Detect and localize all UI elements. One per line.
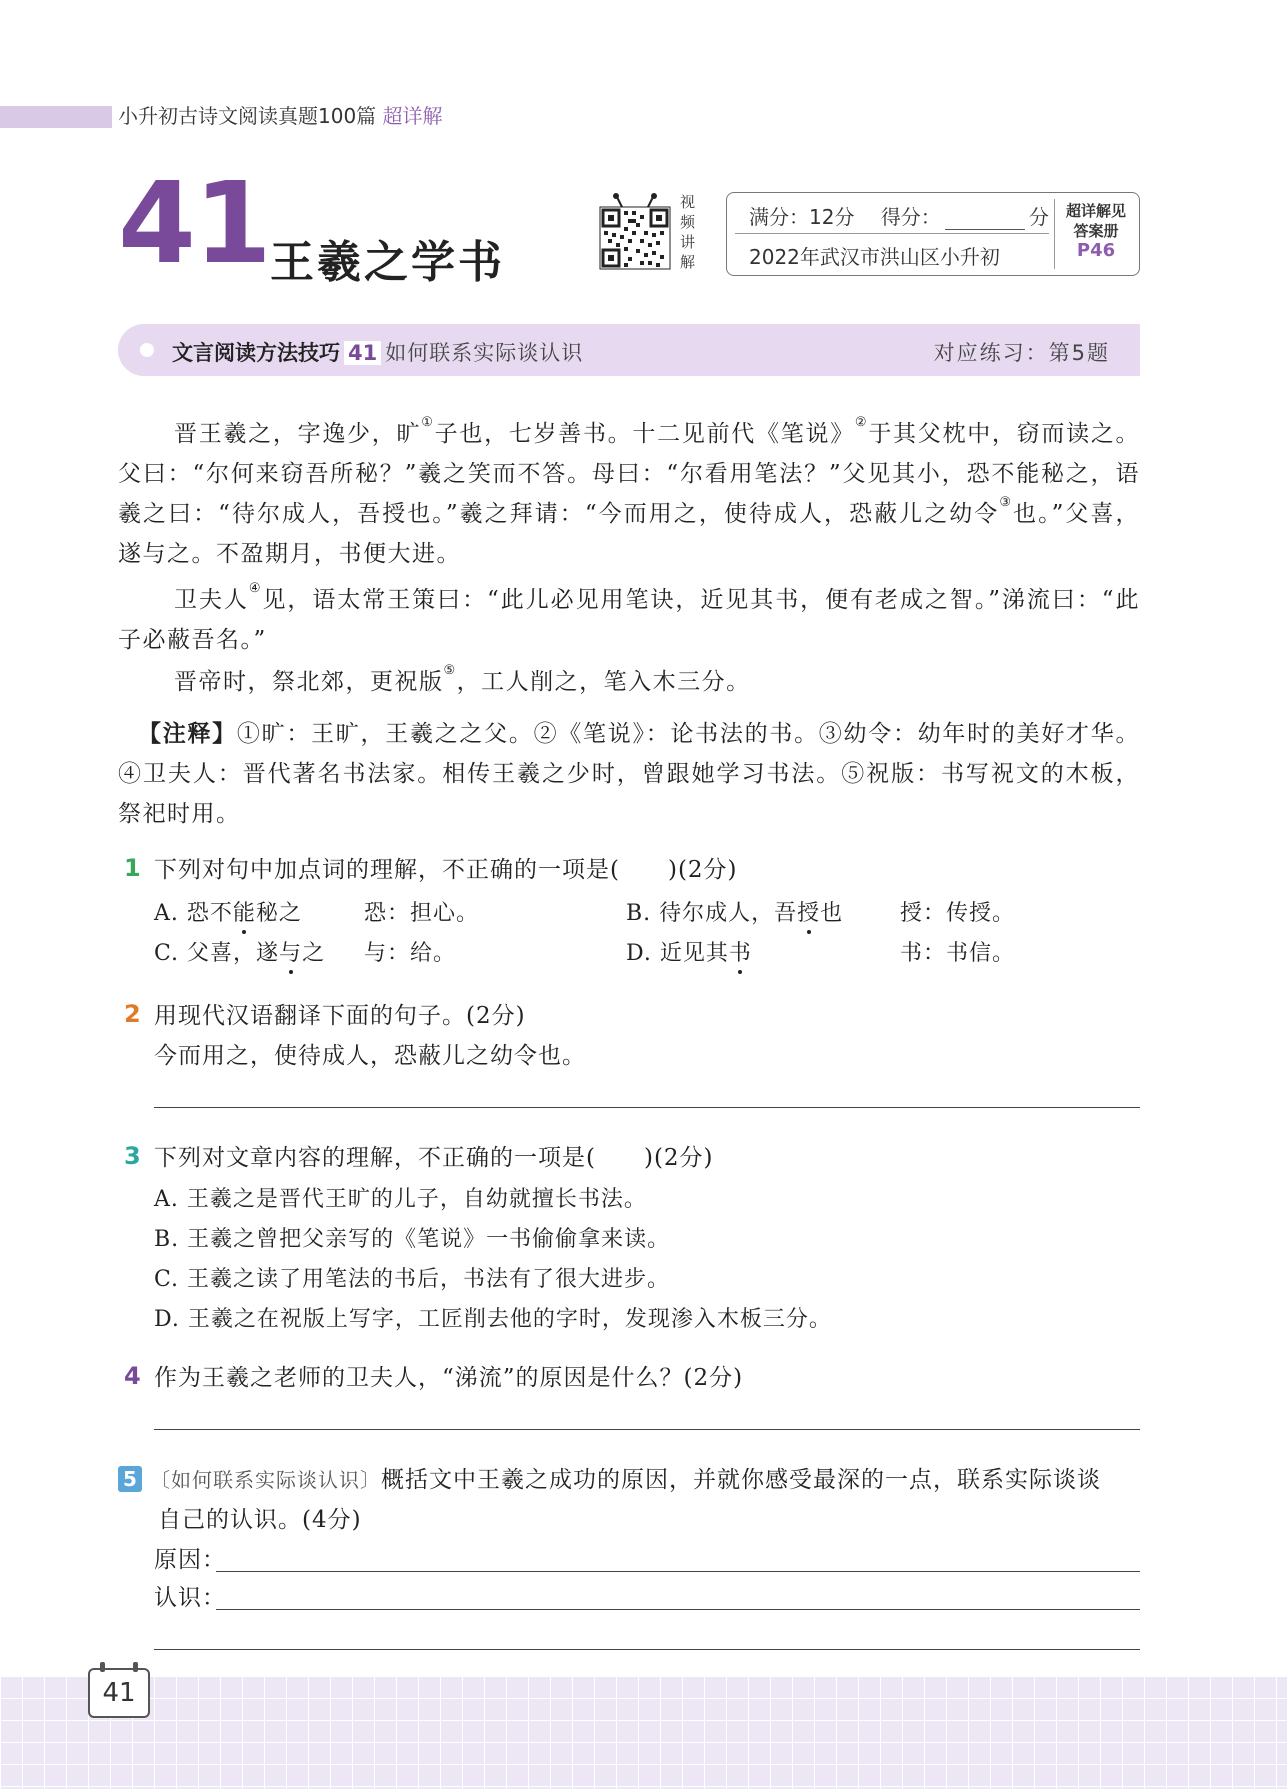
question-2-text: 用现代汉语翻译下面的句子。(2分): [154, 1003, 526, 1029]
passage-text: 于其父枕中，窃而读之。父曰：“尔何来窃吾所秘？”羲之笑而不答。母曰：“尔看用笔法？”父见其小，恐不能秘之，语羲之曰：“待尔成人，吾授也。”羲之拜请：“今而用之，使待成人，恐蔽儿之幼令: [118, 421, 1141, 527]
footnote-mark: ②: [854, 415, 869, 430]
question-1-option-b[interactable]: [626, 896, 843, 927]
passage-paragraph-3: [118, 662, 1140, 702]
method-label: 文言阅读方法技巧: [172, 341, 340, 365]
question-1-option-a[interactable]: [154, 896, 302, 927]
score-side-divider: [1054, 199, 1055, 269]
view-label: 认识：: [154, 1585, 226, 1611]
question-2-sentence: 今而用之，使待成人，恐蔽儿之幼令也。: [154, 1043, 586, 1069]
dotted-word: 书: [728, 941, 752, 966]
answer-line[interactable]: [154, 1107, 1140, 1108]
series-title-text: 小升初古诗文阅读真题100篇: [118, 104, 377, 128]
passage-text: 卫夫人: [174, 587, 249, 613]
answer-page: P46: [1076, 240, 1116, 261]
score-box: [726, 192, 1140, 276]
question-5-text-continued: 自己的认识。(4分): [158, 1507, 362, 1533]
passage-text: ，工人削之，笔入木三分。: [456, 669, 751, 695]
option-text: B. 待尔成人，吾: [626, 901, 798, 926]
question-3-option-c[interactable]: C. 王羲之读了用笔法的书后，书法有了很大进步。: [154, 1267, 671, 1292]
passage-text: 晋帝时，祭北郊，更祝版: [174, 669, 444, 695]
question-5-tag: 〔如何联系实际谈认识〕: [150, 1468, 381, 1492]
answer-reference-line1: 超详解见: [1065, 202, 1126, 220]
qr-code-icon[interactable]: [598, 193, 672, 271]
score-divider: [735, 233, 1049, 234]
option-text: 也: [820, 901, 844, 926]
passage-paragraph-2: [118, 580, 1140, 660]
score-blank[interactable]: [945, 211, 1025, 230]
passage-text: 晋王羲之，字逸少，旷: [174, 421, 422, 447]
footnote-mark: ③: [999, 495, 1014, 510]
reason-answer-line[interactable]: [216, 1571, 1140, 1572]
question-1-number: 1: [124, 854, 141, 882]
annotation-heading: 【注释】: [138, 721, 237, 747]
view-answer-line[interactable]: [216, 1609, 1140, 1610]
full-score: 满分：12分: [749, 205, 855, 229]
dotted-word: 授: [797, 901, 821, 926]
qr-label-char: 频: [680, 213, 696, 231]
series-highlight: 超详解: [382, 104, 443, 128]
question-1-option-b-gloss: 授：传授。: [900, 901, 1016, 926]
question-1-option-c-gloss: 与：给。: [364, 941, 457, 966]
option-text: C. 父喜，遂: [154, 941, 280, 966]
question-3-option-b[interactable]: B. 王羲之曾把父亲写的《笔说》一书偷偷拿来读。: [154, 1227, 671, 1252]
question-1-option-a-gloss: 恐：担心。: [364, 901, 480, 926]
qr-label-char: 视: [680, 193, 696, 211]
passage-text: 子也，七岁善书。十二见前代《笔说》: [434, 421, 855, 447]
calendar-rings-icon: [100, 1662, 138, 1670]
qr-label-char: 解: [680, 253, 696, 271]
question-5-text: [150, 1462, 1140, 1498]
question-5-prompt: 概括文中王羲之成功的原因，并就你感受最深的一点，联系实际谈谈: [381, 1467, 1101, 1493]
question-1-option-d[interactable]: [626, 936, 752, 967]
answer-reference-line2: 答案册: [1073, 222, 1119, 240]
question-3-option-a[interactable]: A. 王羲之是晋代王旷的儿子，自幼就擅长书法。: [154, 1187, 647, 1212]
method-topic: 如何联系实际谈认识: [385, 341, 584, 365]
lesson-title: 王羲之学书: [270, 237, 505, 288]
footer-grid: [0, 1676, 1287, 1789]
question-3-number: 3: [124, 1142, 141, 1170]
question-1-text: 下列对句中加点词的理解，不正确的一项是( )(2分): [154, 857, 738, 883]
page-number: 41: [102, 1678, 136, 1708]
header-accent-bar: [0, 106, 112, 128]
question-2-number: 2: [124, 1000, 141, 1028]
dotted-word: 与: [279, 941, 303, 966]
exam-source: 2022年武汉市洪山区小升初: [749, 245, 1000, 269]
method-number: 41: [344, 341, 381, 365]
annotation: [118, 714, 1140, 834]
score-label: 得分：: [880, 205, 941, 229]
option-text: 之: [302, 941, 326, 966]
question-5-number: 5: [118, 1466, 142, 1492]
question-4-number: 4: [124, 1362, 141, 1390]
answer-line[interactable]: [154, 1429, 1140, 1430]
passage-text: 也。”父喜，遂与之。不盈期月，书便大进。: [118, 501, 1140, 567]
reason-label: 原因：: [154, 1547, 226, 1573]
option-text: D. 近见其: [626, 941, 729, 966]
footnote-mark: ⑤: [443, 663, 457, 678]
page-number-box: [88, 1668, 150, 1718]
footnote-mark: ①: [421, 415, 435, 430]
question-1-option-d-gloss: 书：书信。: [900, 941, 1016, 966]
bullet-dot-icon: [140, 343, 154, 357]
question-1-option-c[interactable]: [154, 936, 325, 967]
method-title: [172, 337, 583, 367]
score-unit: 分: [1028, 205, 1049, 229]
answer-reference: [1057, 201, 1135, 261]
question-3-option-d[interactable]: D. 王羲之在祝版上写字，工匠削去他的字时，发现渗入木板三分。: [154, 1307, 832, 1332]
passage-paragraph-1: [118, 414, 1140, 574]
qr-label: [680, 192, 700, 272]
score-row: [749, 201, 1049, 230]
series-title: [118, 100, 443, 129]
qr-label-char: 讲: [680, 233, 696, 251]
annotation-body: ①旷：王旷，王羲之之父。②《笔说》：论书法的书。③幼令：幼年时的美好才华。④卫夫人：晋代著名书法家。相传王羲之少时，曾跟她学习书法。⑤祝版：书写祝文的木板，祭祀时用。: [118, 721, 1141, 827]
dotted-word: 能: [232, 901, 256, 926]
practice-reference: 对应练习：第5题: [933, 341, 1110, 365]
method-banner: [118, 324, 1140, 376]
option-text: 秘之: [255, 901, 302, 926]
passage-text: 见，语太常王策曰：“此儿必见用笔诀，近见其书，便有老成之智。”涕流曰：“此子必蔽吾名。”: [118, 587, 1140, 653]
footnote-mark: ④: [248, 581, 263, 596]
option-text: A. 恐不: [154, 901, 233, 926]
question-4-text: 作为王羲之老师的卫夫人，“涕流”的原因是什么？(2分): [154, 1365, 744, 1391]
lesson-number: 41: [118, 159, 270, 289]
question-3-text: 下列对文章内容的理解，不正确的一项是( )(2分): [154, 1145, 714, 1171]
answer-line[interactable]: [154, 1649, 1140, 1650]
